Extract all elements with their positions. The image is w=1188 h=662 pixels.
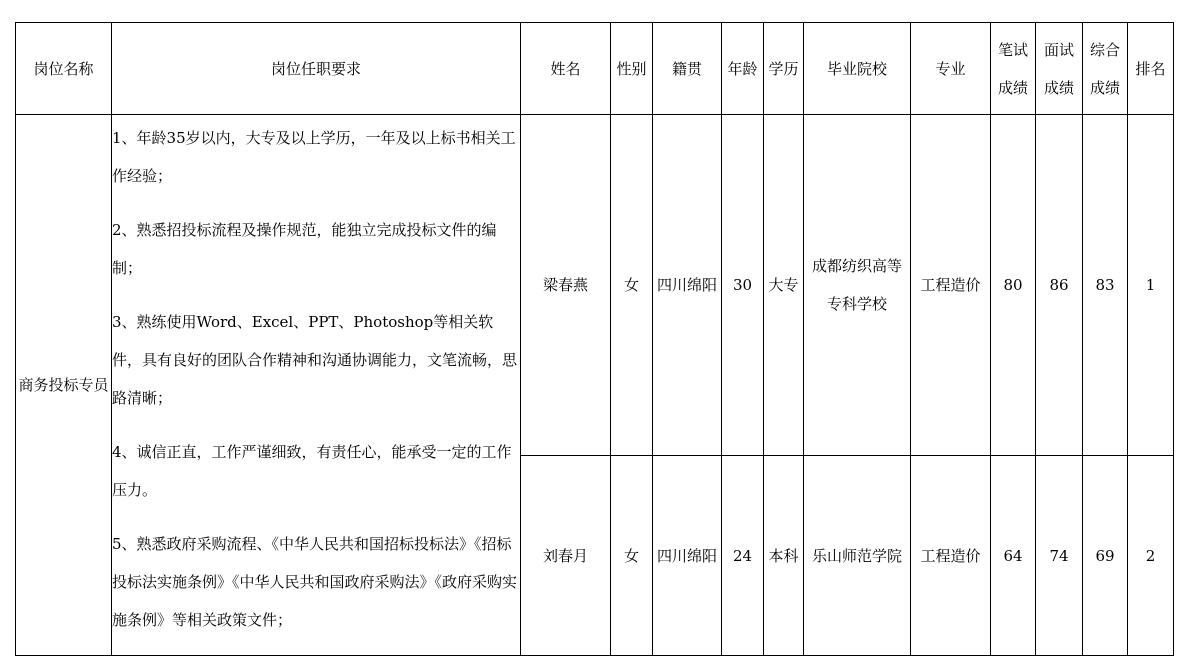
candidate-school: 成都纺织高等专科学校 xyxy=(804,115,911,456)
requirement-item: 2、熟悉招投标流程及操作规范，能独立完成投标文件的编制； xyxy=(112,221,497,277)
candidate-school: 乐山师范学院 xyxy=(804,456,911,656)
requirement-item: 3、熟练使用Word、Excel、PPT、Photoshop等相关软件，具有良好的团队合作精神和沟通协调能力，文笔流畅，思路清晰； xyxy=(112,313,518,407)
candidate-origin: 四川绵阳 xyxy=(653,456,722,656)
header-education: 学历 xyxy=(764,23,804,115)
header-requirements: 岗位任职要求 xyxy=(112,23,521,115)
candidate-origin: 四川绵阳 xyxy=(653,115,722,456)
candidate-gender: 女 xyxy=(611,456,653,656)
requirement-item: 1、年龄35岁以内，大专及以上学历，一年及以上标书相关工作经验； xyxy=(112,129,516,185)
header-row xyxy=(16,23,1174,115)
candidate-rank: 1 xyxy=(1128,115,1174,456)
header-gender: 性别 xyxy=(611,23,653,115)
header-written-score xyxy=(991,23,1036,115)
header-written-line1: 笔试 xyxy=(997,40,1028,59)
header-school: 毕业院校 xyxy=(804,23,911,115)
candidate-age: 24 xyxy=(722,456,764,656)
header-major: 专业 xyxy=(911,23,991,115)
header-written-line2: 成绩 xyxy=(997,78,1028,97)
header-name: 姓名 xyxy=(521,23,611,115)
candidate-total: 83 xyxy=(1083,115,1128,456)
candidate-total: 69 xyxy=(1083,456,1128,656)
candidate-age: 30 xyxy=(722,115,764,456)
requirement-item: 5、熟悉政府采购流程、《中华人民共和国招标投标法》《招标投标法实施条例》《中华人民共和国政府采购法》《政府采购实施条例》等相关政策文件； xyxy=(112,535,518,629)
header-interview-line2: 成绩 xyxy=(1043,78,1074,97)
candidate-major: 工程造价 xyxy=(911,456,991,656)
candidate-table xyxy=(15,22,1174,656)
header-origin: 籍贯 xyxy=(653,23,722,115)
candidate-written: 80 xyxy=(991,115,1036,456)
header-position: 岗位名称 xyxy=(16,23,112,115)
header-age: 年龄 xyxy=(722,23,764,115)
candidate-name: 梁春燕 xyxy=(521,115,611,456)
requirement-item: 4、诚信正直，工作严谨细致，有责任心，能承受一定的工作压力。 xyxy=(112,443,512,499)
candidate-interview: 86 xyxy=(1036,115,1083,456)
candidate-interview: 74 xyxy=(1036,456,1083,656)
candidate-rank: 2 xyxy=(1128,456,1174,656)
header-rank: 排名 xyxy=(1128,23,1174,115)
header-total-line1: 综合 xyxy=(1089,40,1120,59)
header-total-score xyxy=(1083,23,1128,115)
candidate-education: 本科 xyxy=(764,456,804,656)
candidate-name: 刘春月 xyxy=(521,456,611,656)
requirements-cell xyxy=(112,115,521,656)
candidate-written: 64 xyxy=(991,456,1036,656)
header-interview-line1: 面试 xyxy=(1043,40,1074,59)
header-total-line2: 成绩 xyxy=(1089,78,1120,97)
table-row xyxy=(16,115,1174,456)
position-cell: 商务投标专员 xyxy=(16,115,112,656)
candidate-major: 工程造价 xyxy=(911,115,991,456)
candidate-gender: 女 xyxy=(611,115,653,456)
candidate-education: 大专 xyxy=(764,115,804,456)
header-interview-score xyxy=(1036,23,1083,115)
